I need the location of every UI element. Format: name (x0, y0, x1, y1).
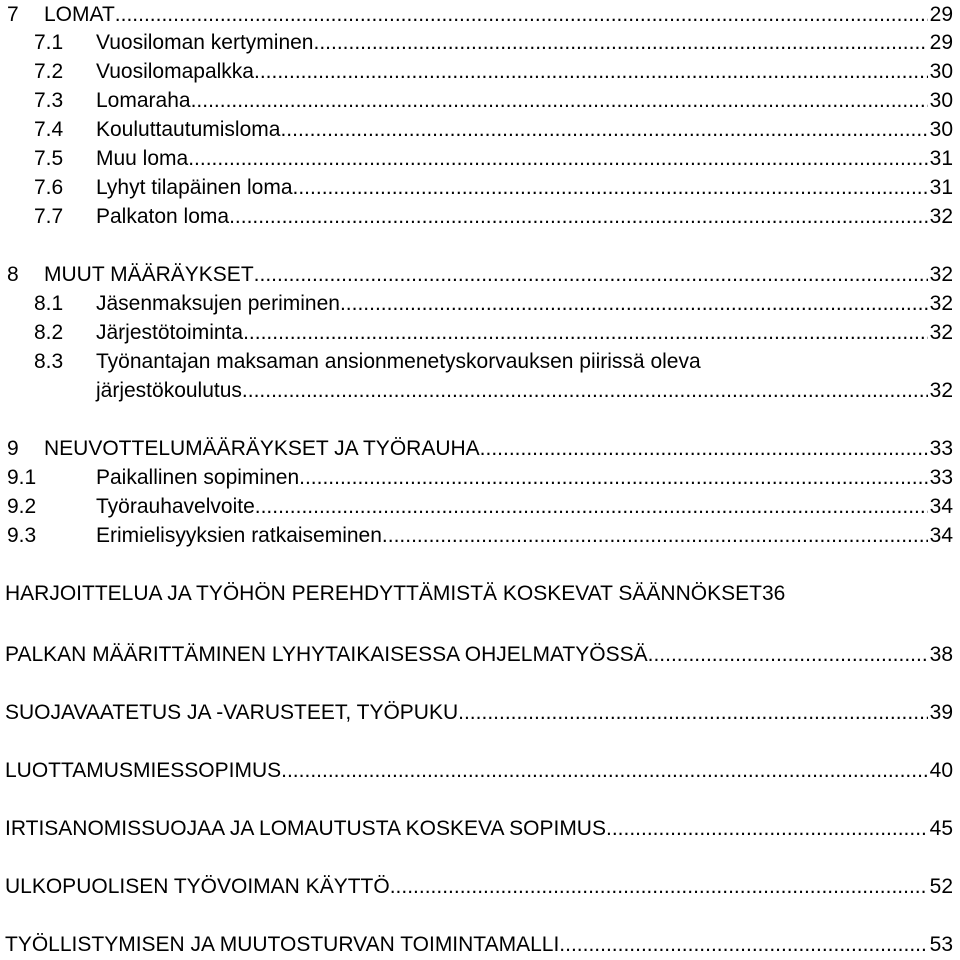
toc-entry-number: 7 (7, 3, 19, 26)
dot-leader (281, 758, 928, 784)
toc-entry-title: Muu loma (96, 147, 189, 170)
toc-entry[interactable] (0, 30, 953, 56)
dot-leader (458, 700, 928, 726)
toc-entry-page: 45 (929, 817, 953, 840)
toc-entry-number: 9.3 (7, 524, 37, 547)
toc-entry-number: 9.2 (7, 495, 37, 518)
toc-entry[interactable] (0, 642, 953, 668)
toc-entry-title: Lyhyt tilapäinen loma (96, 176, 293, 199)
toc-entry[interactable] (0, 932, 953, 958)
toc-entry-title-continuation: järjestökoulutus (96, 379, 242, 402)
toc-entry[interactable] (0, 494, 953, 520)
toc-entry-number: 8.2 (34, 321, 64, 344)
toc-entry[interactable] (0, 320, 953, 346)
dot-leader (559, 932, 927, 958)
toc-entry-page: 29 (929, 31, 953, 54)
toc-entry-title: SUOJAVAATETUS JA -VARUSTEET, TYÖPUKU (5, 701, 459, 724)
toc-entry-page: 32 (929, 205, 953, 228)
toc-entry-page: 36 (761, 582, 786, 605)
toc-entry-page: 32 (929, 379, 953, 402)
toc-entry-title: IRTISANOMISSUOJAA JA LOMAUTUSTA KOSKEVA SOPIMUS (5, 817, 606, 840)
toc-entry-title: Vuosiloman kertyminen (96, 31, 314, 54)
toc-entry-page: 30 (929, 118, 953, 141)
toc-entry-number: 7.5 (34, 147, 64, 170)
dot-leader (390, 874, 928, 900)
toc-entry-title: Työnantajan maksaman ansionmenetyskorvauksen piirissä oleva (96, 350, 701, 373)
toc-entry-number: 7.2 (34, 60, 64, 83)
toc-entry-page: 38 (929, 643, 953, 666)
dot-leader (242, 378, 928, 404)
toc-entry-page: 31 (929, 147, 953, 170)
dot-leader (188, 146, 927, 172)
toc-entry-number: 7.1 (34, 31, 64, 54)
toc-entry[interactable] (0, 2, 953, 28)
toc-entry[interactable] (0, 436, 953, 462)
toc-entry-number: 8.3 (34, 350, 64, 373)
toc-entry-title: LOMAT (44, 3, 115, 26)
dot-leader (255, 494, 928, 520)
toc-entry-page: 52 (929, 875, 953, 898)
toc-entry-number: 9 (7, 437, 19, 460)
dot-leader (243, 320, 928, 346)
toc-entry-page: 31 (929, 176, 953, 199)
toc-entry[interactable] (0, 204, 953, 230)
toc-entry-number: 7.6 (34, 176, 64, 199)
toc-entry[interactable] (0, 88, 953, 114)
dot-leader (280, 117, 927, 143)
dot-leader (340, 291, 928, 317)
toc-entry-number: 7.3 (34, 89, 64, 112)
toc-entry-title: LUOTTAMUSMIESSOPIMUS (5, 759, 282, 782)
toc-entry[interactable] (0, 175, 953, 201)
toc-entry[interactable] (0, 146, 953, 172)
toc-entry-number: 7.7 (34, 205, 64, 228)
toc-entry-page: 29 (929, 3, 953, 26)
dot-leader (606, 816, 928, 842)
toc-entry-title: HARJOITTELUA JA TYÖHÖN PEREHDYTTÄMISTÄ KOSKEVAT SÄÄNNÖKSET (5, 582, 762, 605)
toc-entry-number: 9.1 (7, 466, 37, 489)
toc-entry-number: 8 (7, 263, 19, 286)
toc-entry-page: 40 (929, 759, 953, 782)
toc-entry-page: 32 (929, 321, 953, 344)
toc-entry[interactable] (0, 874, 953, 900)
toc-entry-title: Paikallinen sopiminen (96, 466, 300, 489)
dot-leader (314, 30, 928, 56)
toc-entry-page: 33 (929, 437, 953, 460)
toc-entry-continuation[interactable] (0, 378, 953, 404)
dot-leader (191, 88, 928, 114)
toc-entry-title: TYÖLLISTYMISEN JA MUUTOSTURVAN TOIMINTAMALLI (5, 933, 560, 956)
toc-entry[interactable] (0, 758, 953, 784)
toc-entry-page: 32 (929, 263, 953, 286)
toc-entry[interactable] (0, 465, 953, 491)
toc-entry-page: 30 (929, 60, 953, 83)
toc-entry-title: Vuosilomapalkka (96, 60, 254, 83)
toc-entry-number: 8.1 (34, 292, 64, 315)
dot-leader (254, 59, 928, 85)
dot-leader (254, 262, 928, 288)
dot-leader (480, 436, 928, 462)
toc-entry-page: 53 (929, 933, 953, 956)
toc-entry-page: 34 (929, 524, 953, 547)
toc-entry-title: Järjestötoiminta (96, 321, 244, 344)
toc-entry[interactable] (0, 262, 953, 288)
toc-entry-number: 7.4 (34, 118, 64, 141)
toc-entry-page: 33 (929, 466, 953, 489)
toc-entry[interactable] (0, 581, 953, 607)
toc-entry-title: PALKAN MÄÄRITTÄMINEN LYHYTAIKAISESSA OHJELMATYÖSSÄ (5, 643, 648, 666)
toc-entry[interactable] (0, 523, 953, 549)
toc-entry-title: MUUT MÄÄRÄYKSET (44, 263, 254, 286)
toc-entry[interactable] (0, 700, 953, 726)
toc-entry-title: ULKOPUOLISEN TYÖVOIMAN KÄYTTÖ (5, 875, 390, 898)
toc-entry[interactable] (0, 291, 953, 317)
toc-entry-title: Jäsenmaksujen periminen (96, 292, 340, 315)
toc-entry-title: Lomaraha (96, 89, 191, 112)
toc-entry[interactable] (0, 117, 953, 143)
toc-entry-page: 34 (929, 495, 953, 518)
toc-entry-title: NEUVOTTELUMÄÄRÄYKSET JA TYÖRAUHA (44, 437, 480, 460)
toc-entry[interactable] (0, 816, 953, 842)
dot-leader (115, 2, 928, 28)
dot-leader (648, 642, 928, 668)
dot-leader (229, 204, 928, 230)
dot-leader (382, 523, 928, 549)
toc-entry-title: Kouluttautumisloma (96, 118, 281, 141)
toc-entry-title: Erimielisyyksien ratkaiseminen (96, 524, 382, 547)
dot-leader (293, 175, 928, 201)
toc-entry[interactable] (0, 349, 953, 375)
toc-entry-page: 39 (929, 701, 953, 724)
toc-entry-page: 30 (929, 89, 953, 112)
toc-entry-title: Palkaton loma (96, 205, 230, 228)
dot-leader (299, 465, 928, 491)
toc-entry[interactable] (0, 59, 953, 85)
toc-entry-title: Työrauhavelvoite (96, 495, 255, 518)
toc-entry-page: 32 (929, 292, 953, 315)
